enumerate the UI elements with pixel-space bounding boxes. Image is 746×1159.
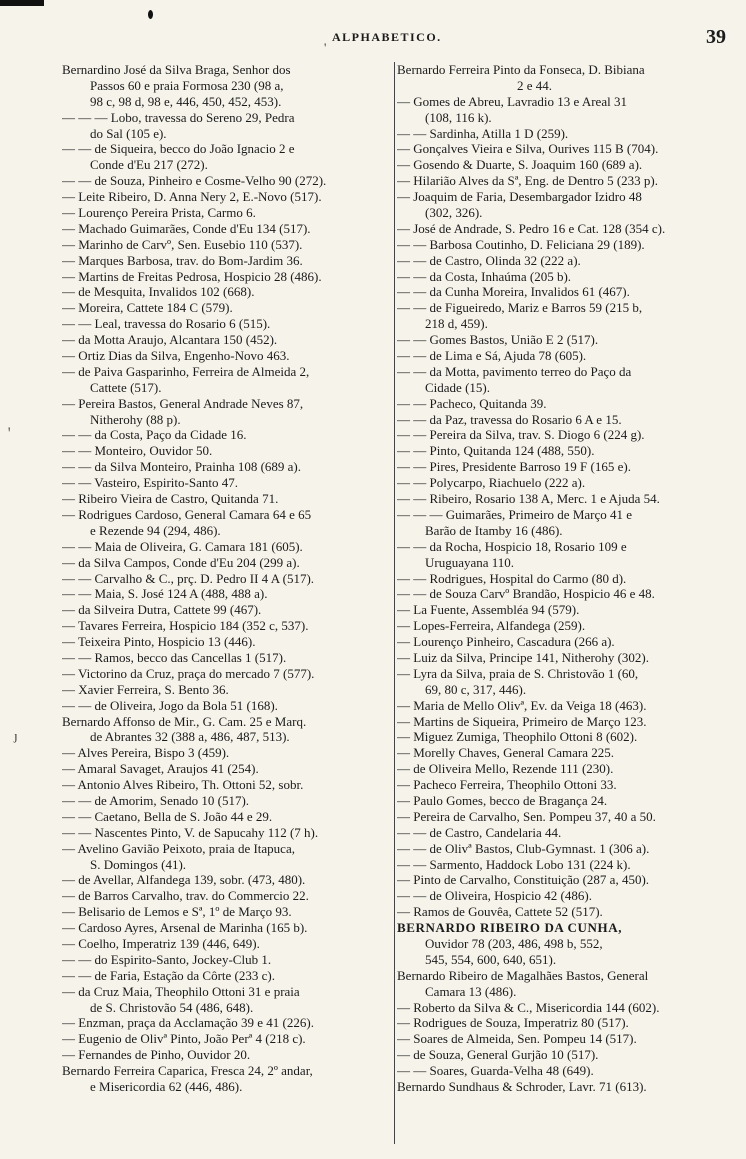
directory-entry-line: — José de Andrade, S. Pedro 16 e Cat. 128 (354 c). [397, 220, 666, 236]
directory-entry-line: — Marques Barbosa, trav. do Bom-Jardim 36. [62, 252, 303, 268]
directory-entry-line: — — de Lima e Sá, Ajuda 78 (605). [397, 348, 587, 364]
entry-continuation-line: (302, 326). [425, 205, 483, 221]
directory-entry-line: — Ramos de Gouvêa, Cattete 52 (517). [397, 904, 603, 920]
directory-entry-line: — Pinto de Carvalho, Constituição (287 a, 450). [397, 872, 650, 888]
column-divider [394, 62, 395, 1144]
directory-entry-line: — — Maia de Oliveira, G. Camara 181 (605). [62, 538, 303, 554]
directory-entry-line: — — do Espirito-Santo, Jockey-Club 1. [62, 951, 272, 967]
entry-continuation-line: Camara 13 (486). [425, 983, 517, 999]
margin-mark-left-lower: ȷ [14, 728, 18, 743]
directory-entry-line: — Avelino Gavião Peixoto, praia de Itapuca, [62, 840, 295, 856]
directory-entry-line: — Martins de Freitas Pedrosa, Hospicio 28 (486). [62, 268, 322, 284]
directory-entry-line: — Teixeira Pinto, Hospicio 13 (446). [62, 634, 256, 650]
directory-entry-line: — Rodrigues de Souza, Imperatriz 80 (517). [397, 1015, 629, 1031]
directory-entry-line: — — Pereira da Silva, trav. S. Diogo 6 (224 g). [397, 427, 645, 443]
directory-entry-line: — Lopes-Ferreira, Alfandega (259). [397, 618, 586, 634]
directory-entry-line: — — Barbosa Coutinho, D. Feliciana 29 (189). [397, 236, 645, 252]
directory-entry-line: — Soares de Almeida, Sen. Pompeu 14 (517). [397, 1031, 637, 1047]
directory-entry-line: — Rodrigues Cardoso, General Camara 64 e 65 [62, 506, 312, 522]
directory-entry-line: — Tavares Ferreira, Hospicio 184 (352 c, 537). [62, 618, 309, 634]
directory-entry-line: — — da Cunha Moreira, Invalidos 61 (467). [397, 284, 630, 300]
directory-entry-line: — Martins de Siqueira, Primeiro de Março 123. [397, 713, 647, 729]
margin-tick-mark: ' [324, 40, 327, 55]
directory-entry-line: — — Sardinha, Atilla 1 D (259). [397, 125, 569, 141]
directory-entry-line: — — de Oliveira, Hospicio 42 (486). [397, 888, 592, 904]
directory-entry-line: — Lourenço Pinheiro, Cascadura (266 a). [397, 634, 615, 650]
directory-entry-line: — Coelho, Imperatriz 139 (446, 649). [62, 935, 260, 951]
directory-entry-line: Bernardo Sundhaus & Schroder, Lavr. 71 (613). [397, 1079, 647, 1094]
directory-entry-line: — — Polycarpo, Riachuelo (222 a). [397, 475, 586, 491]
entry-continuation-line: do Sal (105 e). [90, 125, 167, 141]
left-column [62, 62, 394, 1095]
directory-entry-line: — Ortiz Dias da Silva, Engenho-Novo 463. [62, 348, 290, 364]
page-number: 39 [706, 26, 726, 48]
directory-entry-line: — — Caetano, Bella de S. João 44 e 29. [62, 808, 273, 824]
directory-entry-line: Bernardo Ribeiro de Magalhães Bastos, General [397, 967, 649, 983]
directory-entry-line: — de Mesquita, Invalidos 102 (668). [62, 284, 255, 300]
directory-entry-line: — de Barros Carvalho, trav. do Commercio 22. [62, 888, 309, 904]
entry-continuation-line: 98 c, 98 d, 98 e, 446, 450, 452, 453). [90, 93, 282, 109]
directory-entry-line: — Eugenio de Olivª Pinto, João Perª 4 (218 c). [62, 1031, 306, 1047]
directory-entry-line: Bernardino José da Silva Braga, Senhor dos [62, 62, 291, 77]
directory-entry-line: — Pereira Bastos, General Andrade Neves 87, [62, 395, 304, 411]
entry-continuation-line: Cidade (15). [425, 379, 490, 395]
directory-entry-line: Bernardo Ferreira Caparica, Fresca 24, 2º andar, [62, 1063, 313, 1079]
directory-entry-line: — de Paiva Gasparinho, Ferreira de Almeida 2, [62, 363, 310, 379]
directory-entry-line: — — da Rocha, Hospicio 18, Rosario 109 e [397, 538, 627, 554]
directory-entry-line: — — da Costa, Paço da Cidade 16. [62, 427, 247, 443]
directory-entry-line: — — Nascentes Pinto, V. de Sapucahy 112 (7 h). [62, 824, 319, 840]
directory-entry-line: — — de Oliveira, Jogo da Bola 51 (168). [62, 697, 278, 713]
directory-entry-line: — Pereira de Carvalho, Sen. Pompeu 37, 40 a 50. [397, 808, 656, 824]
directory-entry-line: — Gomes de Abreu, Lavradio 13 e Areal 31 [397, 93, 627, 109]
directory-entry-line: — Fernandes de Pinho, Ouvidor 20. [62, 1047, 251, 1063]
directory-entry-line: — Victorino da Cruz, praça do mercado 7 (577). [62, 665, 315, 681]
directory-entry-line: — — Leal, travessa do Rosario 6 (515). [62, 316, 271, 332]
entry-continuation-line: Barão de Itamby 16 (486). [425, 522, 563, 538]
directory-entry-line: — Ribeiro Vieira de Castro, Quitanda 71. [62, 491, 279, 507]
directory-entry-line: — Lourenço Pereira Prista, Carmo 6. [62, 205, 256, 221]
entry-continuation-line: Uruguayana 110. [425, 554, 515, 570]
margin-mark-left-upper: ꞌ [8, 424, 11, 439]
directory-entry-line: — da Motta Araujo, Alcantara 150 (452). [62, 332, 278, 348]
directory-entry-line: — — de Faria, Estação da Côrte (233 c). [62, 967, 275, 983]
directory-entry-line: — — Sarmento, Haddock Lobo 131 (224 k). [397, 856, 631, 872]
directory-entry-line: — — Pires, Presidente Barroso 19 F (165 e). [397, 459, 631, 475]
entry-continuation-line: S. Domingos (41). [90, 856, 187, 872]
entry-continuation-line: Cattete (517). [90, 379, 162, 395]
directory-entry-line: — — de Castro, Candelaria 44. [397, 824, 562, 840]
directory-entry-line: — La Fuente, Assembléa 94 (579). [397, 602, 580, 618]
directory-entry-line: Bernardo Affonso de Mir., G. Cam. 25 e Marq. [62, 713, 307, 729]
directory-entry-line: — — de Siqueira, becco do João Ignacio 2 e [62, 141, 295, 157]
directory-entry-line: — — — Guimarães, Primeiro de Março 41 e [397, 506, 633, 522]
ink-dot-mark [148, 10, 153, 19]
directory-entry-line: — — de Souza, Pinheiro e Cosme-Velho 90 (272). [62, 173, 327, 189]
directory-entry-line: Bernardo Ferreira Pinto da Fonseca, D. Bibiana [397, 62, 645, 77]
directory-entry-line: — Alves Pereira, Bispo 3 (459). [62, 745, 230, 761]
directory-entry-line: — Paulo Gomes, becco de Bragança 24. [397, 792, 608, 808]
entry-continuation-line: 69, 80 c, 317, 446). [425, 681, 527, 697]
directory-entry-line: — Gonçalves Vieira e Silva, Ourives 115 B (704). [397, 141, 659, 157]
entry-continuation-line: de Abrantes 32 (388 a, 486, 487, 513). [90, 729, 290, 745]
directory-entry-line: — Enzman, praça da Acclamação 39 e 41 (226). [62, 1015, 314, 1031]
directory-entry-line: — — Gomes Bastos, União E 2 (517). [397, 332, 599, 348]
corner-bar-mark [0, 0, 44, 6]
directory-entry-line: — Xavier Ferreira, S. Bento 36. [62, 681, 229, 697]
entry-continuation-line: 545, 554, 600, 640, 651). [425, 951, 557, 967]
directory-entry-line: — Moreira, Cattete 184 C (579). [62, 300, 233, 316]
directory-entry-line: — Morelly Chaves, General Camara 225. [397, 745, 614, 761]
directory-entry-line: — Amaral Savaget, Araujos 41 (254). [62, 761, 259, 777]
directory-entry-line: — — da Costa, Inhaúma (205 b). [397, 268, 572, 284]
directory-entry-line: — de Avellar, Alfandega 139, sobr. (473, 480). [62, 872, 306, 888]
directory-entry-line: — — da Silva Monteiro, Prainha 108 (689 a). [62, 459, 302, 475]
directory-entry-line: — Marinho de Carvº, Sen. Eusebio 110 (537). [62, 236, 303, 252]
directory-entry-line: — — de Amorim, Senado 10 (517). [62, 792, 250, 808]
directory-entry-line: — Machado Guimarães, Conde d'Eu 134 (517). [62, 220, 311, 236]
directory-entry-line: — da Silva Campos, Conde d'Eu 204 (299 a). [62, 554, 300, 570]
directory-entry-line: — de Souza, General Gurjão 10 (517). [397, 1047, 599, 1063]
entry-continuation-line: Conde d'Eu 217 (272). [90, 157, 208, 173]
directory-entry-line: — — Pacheco, Quitanda 39. [397, 395, 547, 411]
directory-entry-line: — Pacheco Ferreira, Theophilo Ottoni 33. [397, 777, 617, 793]
directory-entry-line: — Maria de Mello Olivª, Ev. da Veiga 18 (463). [397, 697, 647, 713]
right-column [397, 62, 727, 1095]
directory-entry-line: — Cardoso Ayres, Arsenal de Marinha (165 b). [62, 920, 308, 936]
entry-continuation-line: Passos 60 e praia Formosa 230 (98 a, [90, 77, 284, 93]
entry-continuation-line: 2 e 44. [517, 77, 553, 93]
directory-entry-line: — — Vasteiro, Espirito-Santo 47. [62, 475, 238, 491]
directory-entry-line: — da Silveira Dutra, Cattete 99 (467). [62, 602, 262, 618]
directory-entry-line: — Joaquim de Faria, Desembargador Izidro 48 [397, 189, 642, 205]
directory-entry-line: — — Ramos, becco das Cancellas 1 (517). [62, 649, 287, 665]
entry-continuation-line: 218 d, 459). [425, 316, 488, 332]
page-header [62, 22, 726, 52]
directory-entry-line: — Roberto da Silva & C., Misericordia 144 (602). [397, 999, 660, 1015]
entry-continuation-line: e Rezende 94 (294, 486). [90, 522, 221, 538]
directory-entry-line: — — — Lobo, travessa do Sereno 29, Pedra [62, 109, 295, 125]
directory-entry-line: — — Pinto, Quitanda 124 (488, 550). [397, 443, 595, 459]
directory-entry-line: — — Rodrigues, Hospital do Carmo (80 d). [397, 570, 627, 586]
directory-entry-line: — — de Souza Carvº Brandão, Hospicio 46 e 48. [397, 586, 655, 602]
directory-entry-line: — Hilarião Alves da Sª, Eng. de Dentro 5 (233 p). [397, 173, 659, 189]
entry-continuation-line: e Misericordia 62 (446, 486). [90, 1079, 243, 1094]
directory-entry-line: — — da Motta, pavimento terreo do Paço da [397, 363, 632, 379]
directory-entry-line: — Belisario de Lemos e Sª, 1º de Março 93. [62, 904, 292, 920]
directory-entry-line: — — de Figueiredo, Mariz e Barros 59 (215 b, [397, 300, 643, 316]
directory-entry-line: — Miguez Zumiga, Theophilo Ottoni 8 (602). [397, 729, 638, 745]
directory-entry-line: — — Soares, Guarda-Velha 48 (649). [397, 1063, 594, 1079]
entry-continuation-line: Ouvidor 78 (203, 486, 498 b, 552, [425, 935, 603, 951]
directory-entry-line: — — de Castro, Olinda 32 (222 a). [397, 252, 581, 268]
directory-entry-line: — Leite Ribeiro, D. Anna Nery 2, E.-Novo (517). [62, 189, 322, 205]
directory-entry-line: — — Maia, S. José 124 A (488, 488 a). [62, 586, 268, 602]
directory-entry-line: — — de Olivª Bastos, Club-Gymnast. 1 (306 a). [397, 840, 650, 856]
directory-entry-line: — de Oliveira Mello, Rezende 111 (230). [397, 761, 614, 777]
directory-entry-line: — — Ribeiro, Rosario 138 A, Merc. 1 e Ajuda 54. [397, 491, 660, 507]
running-head: ALPHABETICO. [332, 30, 442, 44]
directory-entry-line: — — Carvalho & C., prç. D. Pedro II 4 A (517). [62, 570, 315, 586]
entry-continuation-line: (108, 116 k). [425, 109, 492, 125]
directory-entry-line: — — Monteiro, Ouvidor 50. [62, 443, 213, 459]
directory-entry-line: — Antonio Alves Ribeiro, Th. Ottoni 52, sobr. [62, 777, 304, 793]
directory-entry-line: — da Cruz Maia, Theophilo Ottoni 31 e praia [62, 983, 300, 999]
directory-entry-line: BERNARDO RIBEIRO DA CUNHA, [397, 920, 623, 936]
entry-continuation-line: de S. Christovão 54 (486, 648). [90, 999, 254, 1015]
directory-entry-line: — — da Paz, travessa do Rosario 6 A e 15. [397, 411, 622, 427]
directory-entry-line: — Luiz da Silva, Principe 141, Nitherohy (302). [397, 649, 650, 665]
directory-entry-line: — Lyra da Silva, praia de S. Christovão 1 (60, [397, 665, 639, 681]
entry-continuation-line: Nitherohy (88 p). [90, 411, 181, 427]
directory-entry-line: — Gosendo & Duarte, S. Joaquim 160 (689 a). [397, 157, 643, 173]
